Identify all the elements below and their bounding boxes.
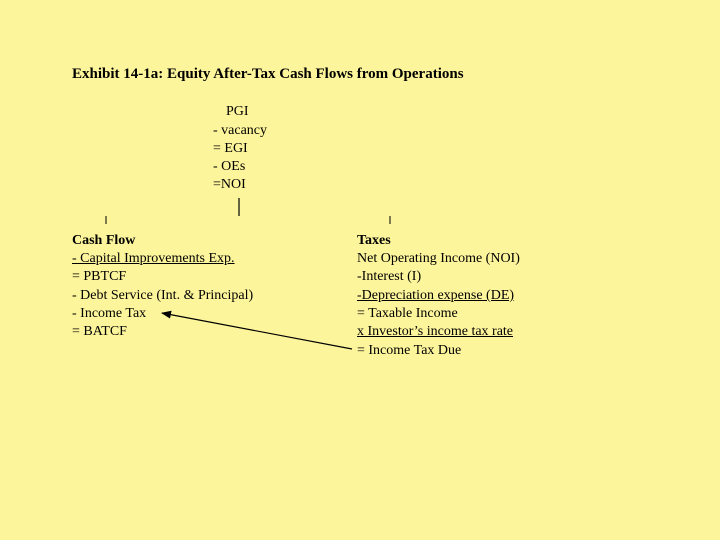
exhibit-title: Exhibit 14-1a: Equity After-Tax Cash Flows from Operations	[72, 66, 464, 82]
taxes-line: = Income Tax Due	[357, 343, 462, 358]
taxes-line: = Taxable Income	[357, 306, 458, 321]
vacancy-line: - vacancy	[213, 123, 268, 138]
cash-flow-line: - Income Tax	[72, 306, 147, 321]
cash-flow-line: - Debt Service (Int. & Principal)	[72, 288, 254, 303]
taxes-heading: Taxes	[357, 233, 391, 248]
cash-flow-heading: Cash Flow	[72, 233, 136, 248]
income-tax-arrow	[162, 313, 352, 349]
oes-line: - OEs	[213, 159, 246, 174]
pgi-line: PGI	[226, 104, 249, 119]
egi-line: = EGI	[213, 141, 248, 156]
cash-flow-line: = PBTCF	[72, 269, 127, 284]
cash-flow-line: - Capital Improvements Exp.	[72, 251, 235, 266]
taxes-line: -Interest (I)	[357, 269, 422, 284]
taxes-line: Net Operating Income (NOI)	[357, 251, 520, 266]
cash-flow-line: = BATCF	[72, 324, 127, 339]
taxes-line: -Depreciation expense (DE)	[357, 288, 515, 303]
taxes-line: x Investor’s income tax rate	[357, 324, 514, 339]
noi-line: =NOI	[213, 177, 246, 192]
